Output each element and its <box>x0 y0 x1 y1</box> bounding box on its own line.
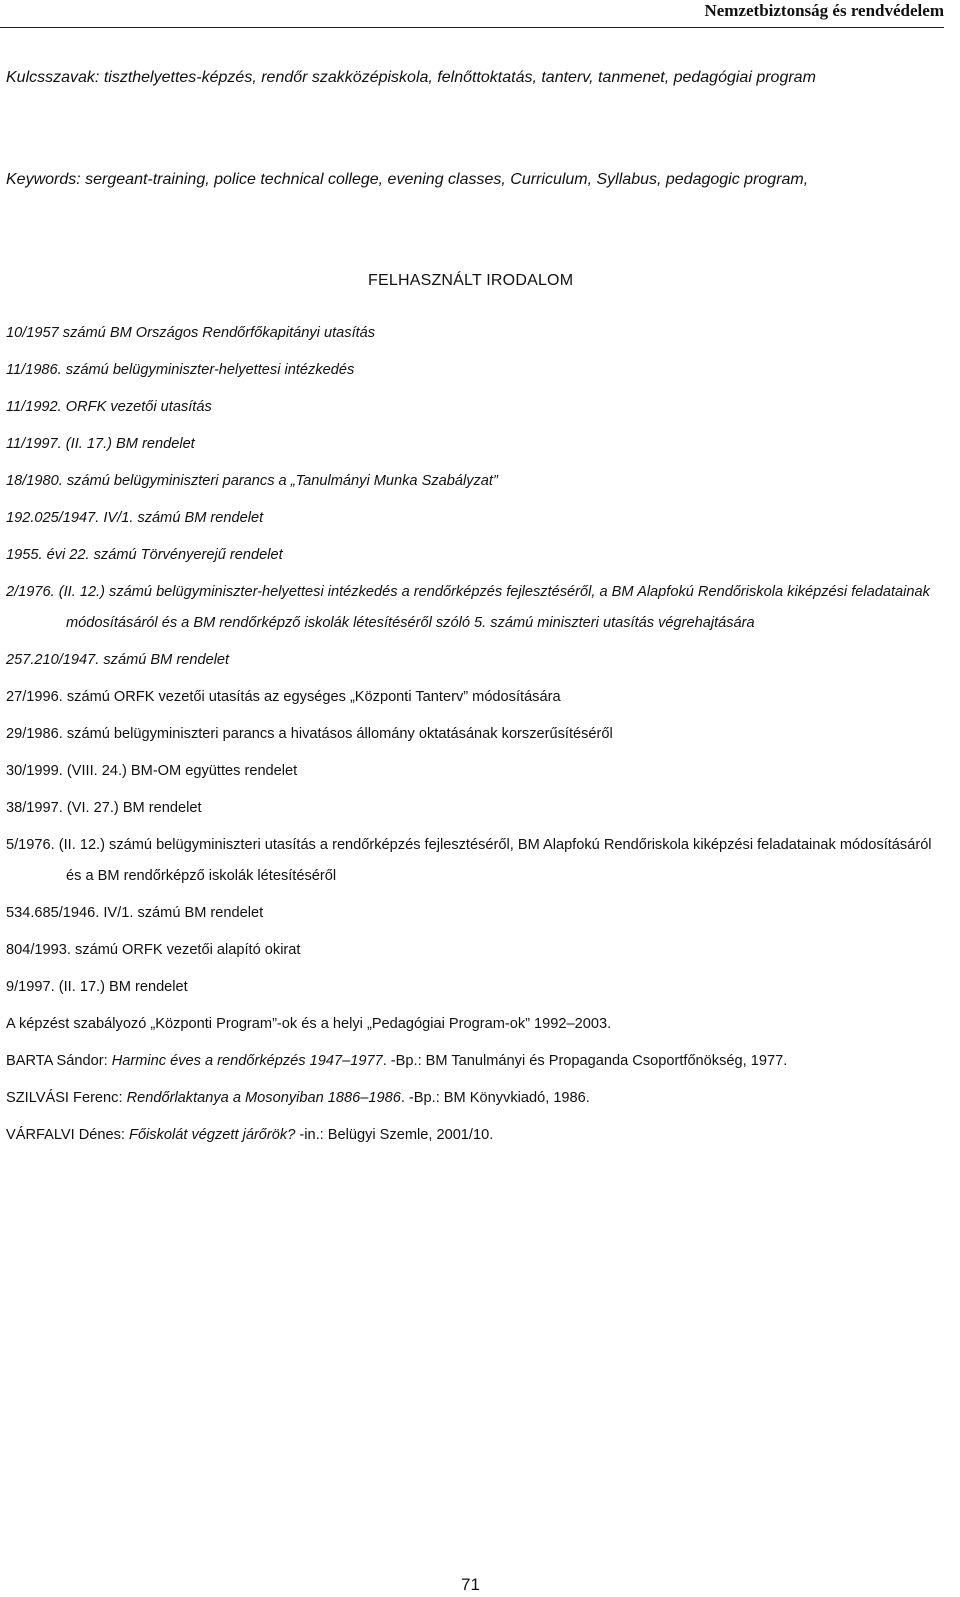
reference-item: 18/1980. számú belügyminiszteri parancs a „Tanulmányi Munka Szabályzat” <box>6 473 498 489</box>
reference-item: 11/1997. (II. 17.) BM rendelet <box>6 436 195 452</box>
keywords-english: Keywords: sergeant-training, police technical college, evening classes, Curriculum, Syllabus, pedagogic program, <box>6 171 809 188</box>
reference-item: 1955. évi 22. számú Törvényerejű rendelet <box>6 547 283 563</box>
reference-item: 257.210/1947. számú BM rendelet <box>6 652 230 668</box>
reference-item: 9/1997. (II. 17.) BM rendelet <box>6 979 188 995</box>
book-publication: -in.: Belügyi Szemle, 2001/10. <box>295 1127 494 1143</box>
reference-item: 11/1986. számú belügyminiszter-helyettesi intézkedés <box>6 362 355 378</box>
header-title: Nemzetbiztonság és rendvédelem <box>704 1 944 20</box>
book-publication: . -Bp.: BM Tanulmányi és Propaganda Csoportfőnökség, 1977. <box>382 1053 788 1069</box>
reference-item: 11/1992. ORFK vezetői utasítás <box>6 399 212 415</box>
references-heading: FELHASZNÁLT IRODALOM <box>368 272 574 289</box>
book-reference <box>6 1120 938 1151</box>
book-author: BARTA Sándor: <box>6 1053 112 1069</box>
book-title: Harminc éves a rendőrképzés 1947–1977 <box>111 1053 383 1069</box>
header-divider <box>0 27 944 28</box>
reference-item: 30/1999. (VIII. 24.) BM-OM együttes rendelet <box>6 763 298 779</box>
book-author: SZILVÁSI Ferenc: <box>6 1090 127 1106</box>
reference-item: 192.025/1947. IV/1. számú BM rendelet <box>6 510 264 526</box>
reference-item: 2/1976. (II. 12.) számú belügyminiszter-helyettesi intézkedés a rendőrképzés fejlesztéséről, a BM Alapfokú Rendőriskola kiképzési feladatainak módosításáról és a BM rendőrképző iskolák létesítéséről szóló 5. számú miniszteri utasítás végrehajtására <box>6 584 930 631</box>
reference-item: 10/1957 számú BM Országos Rendőrfőkapitányi utasítás <box>6 325 376 341</box>
page-number: 71 <box>461 1575 480 1594</box>
reference-item: A képzést szabályozó „Központi Program”-ok és a helyi „Pedagógiai Program-ok” 1992–2003. <box>6 1016 612 1032</box>
references-list <box>6 318 938 1157</box>
reference-item: 29/1986. számú belügyminiszteri parancs a hivatásos állomány oktatásának korszerűsítéséről <box>6 726 613 742</box>
book-publication: . -Bp.: BM Könyvkiadó, 1986. <box>400 1090 590 1106</box>
book-author: VÁRFALVI Dénes: <box>6 1127 130 1143</box>
book-title: Főiskolát végzett járőrök? <box>129 1127 296 1143</box>
book-reference <box>6 1046 938 1077</box>
reference-item: 5/1976. (II. 12.) számú belügyminiszteri utasítás a rendőrképzés fejlesztéséről, BM Alapfokú Rendőriskola kiképzési feladatainak módosításáról és a BM rendőrképző iskolák létesítéséről <box>6 837 932 884</box>
book-reference <box>6 1083 938 1114</box>
reference-item: 27/1996. számú ORFK vezetői utasítás az egységes „Központi Tanterv” módosítására <box>6 689 561 705</box>
reference-item: 804/1993. számú ORFK vezetői alapító okirat <box>6 942 301 958</box>
keywords-hungarian: Kulcsszavak: tiszthelyettes-képzés, rendőr szakközépiskola, felnőttoktatás, tanterv, tanmenet, pedagógiai program <box>6 69 816 86</box>
running-header <box>0 0 944 21</box>
reference-item: 38/1997. (VI. 27.) BM rendelet <box>6 800 202 816</box>
book-title: Rendőrlaktanya a Mosonyiban 1886–1986 <box>126 1090 401 1106</box>
reference-item: 534.685/1946. IV/1. számú BM rendelet <box>6 905 264 921</box>
